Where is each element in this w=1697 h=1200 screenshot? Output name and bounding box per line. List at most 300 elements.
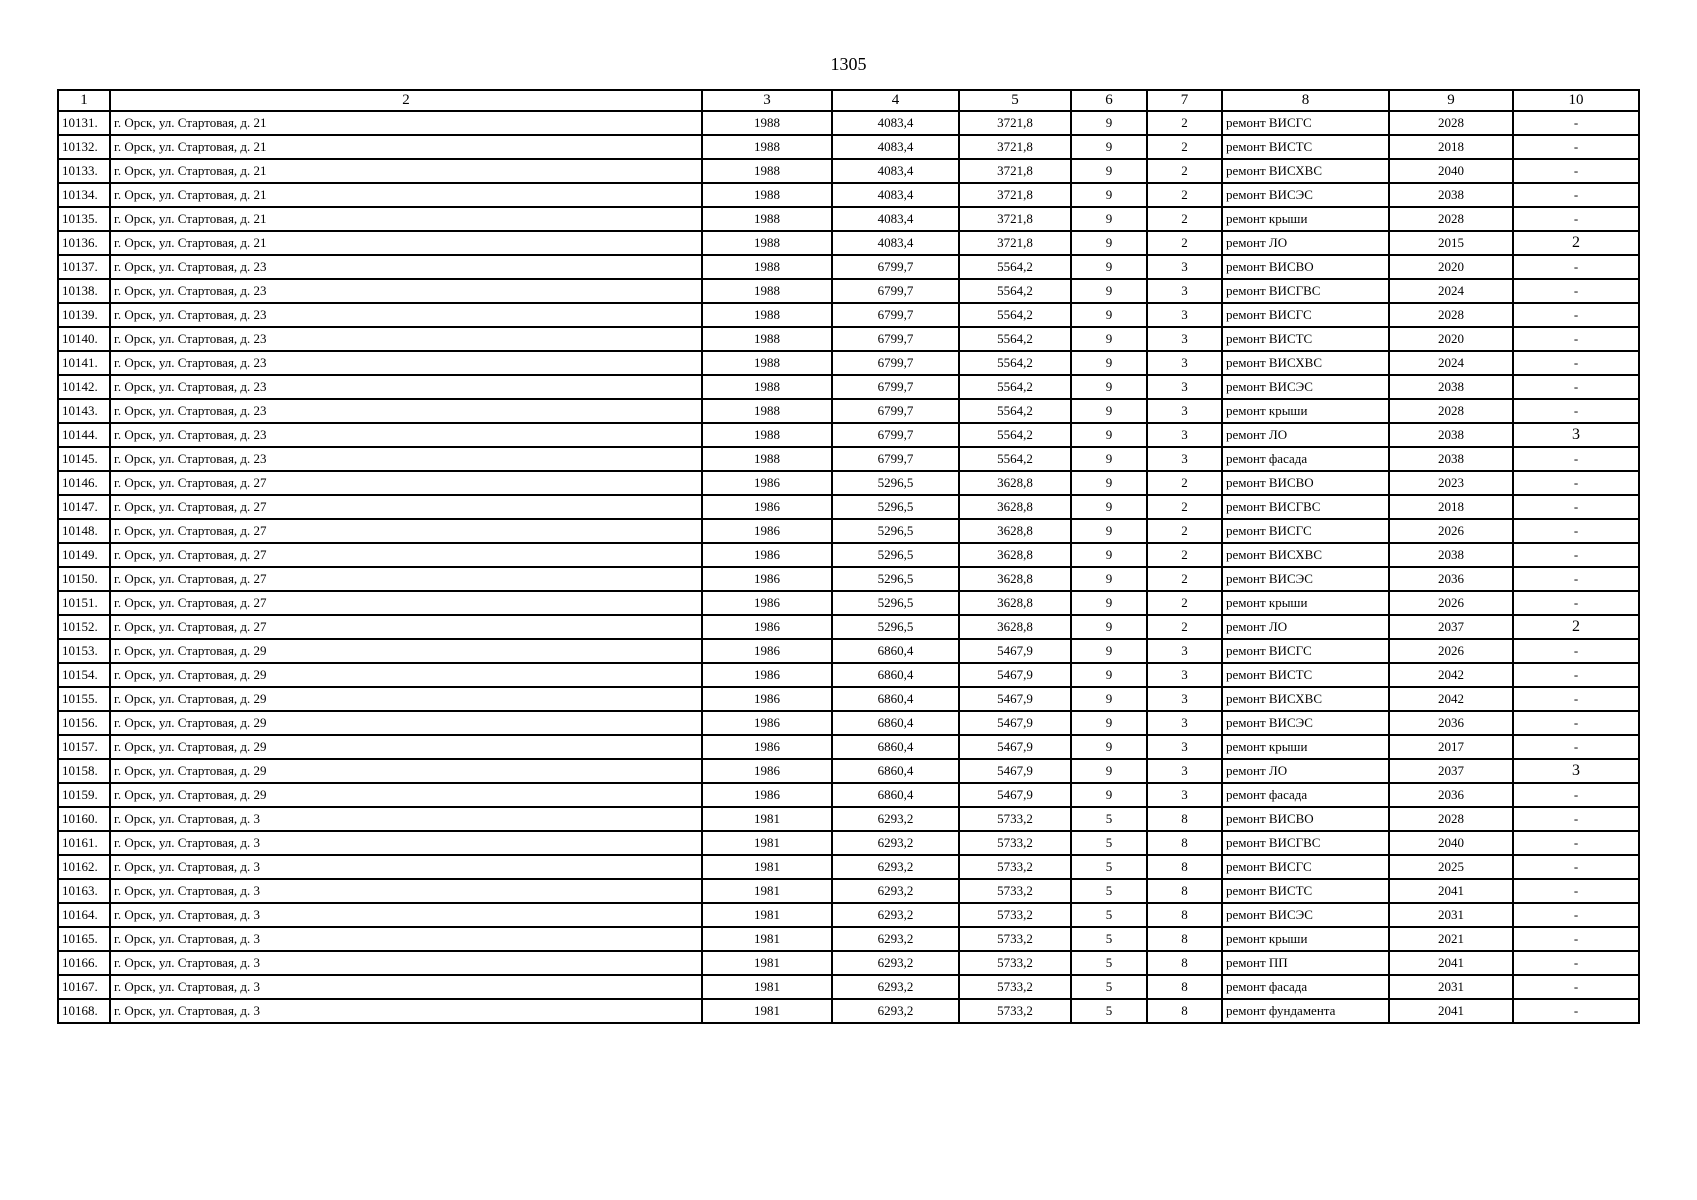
cell-planned-year: 2026 bbox=[1389, 591, 1513, 615]
cell-floors: 5 bbox=[1071, 903, 1147, 927]
cell-planned-year: 2018 bbox=[1389, 135, 1513, 159]
cell-planned-year: 2028 bbox=[1389, 111, 1513, 135]
cell-row-number: 10144. bbox=[58, 423, 110, 447]
cell-value: - bbox=[1513, 927, 1639, 951]
cell-living-area: 5467,9 bbox=[959, 639, 1071, 663]
cell-total-area: 6860,4 bbox=[832, 759, 959, 783]
cell-row-number: 10154. bbox=[58, 663, 110, 687]
cell-value: - bbox=[1513, 495, 1639, 519]
cell-total-area: 4083,4 bbox=[832, 159, 959, 183]
cell-work-type: ремонт ВИСХВС bbox=[1222, 687, 1389, 711]
column-header: 8 bbox=[1222, 90, 1389, 111]
cell-address: г. Орск, ул. Стартовая, д. 23 bbox=[110, 327, 702, 351]
cell-work-type: ремонт ВИСГВС bbox=[1222, 279, 1389, 303]
cell-work-type: ремонт ВИСГВС bbox=[1222, 495, 1389, 519]
cell-planned-year: 2028 bbox=[1389, 303, 1513, 327]
cell-build-year: 1988 bbox=[702, 351, 832, 375]
cell-entrances: 3 bbox=[1147, 639, 1222, 663]
cell-value: 3 bbox=[1513, 423, 1639, 447]
cell-row-number: 10167. bbox=[58, 975, 110, 999]
cell-row-number: 10159. bbox=[58, 783, 110, 807]
cell-floors: 9 bbox=[1071, 351, 1147, 375]
cell-total-area: 6799,7 bbox=[832, 423, 959, 447]
cell-build-year: 1986 bbox=[702, 519, 832, 543]
cell-value: - bbox=[1513, 399, 1639, 423]
cell-build-year: 1981 bbox=[702, 807, 832, 831]
cell-planned-year: 2041 bbox=[1389, 879, 1513, 903]
cell-floors: 9 bbox=[1071, 303, 1147, 327]
cell-value: - bbox=[1513, 351, 1639, 375]
cell-entrances: 8 bbox=[1147, 879, 1222, 903]
table-row bbox=[58, 951, 1639, 975]
cell-build-year: 1988 bbox=[702, 159, 832, 183]
cell-value: - bbox=[1513, 951, 1639, 975]
cell-value: - bbox=[1513, 159, 1639, 183]
cell-address: г. Орск, ул. Стартовая, д. 29 bbox=[110, 687, 702, 711]
cell-planned-year: 2025 bbox=[1389, 855, 1513, 879]
cell-address: г. Орск, ул. Стартовая, д. 23 bbox=[110, 303, 702, 327]
cell-entrances: 3 bbox=[1147, 423, 1222, 447]
cell-entrances: 2 bbox=[1147, 591, 1222, 615]
column-header: 4 bbox=[832, 90, 959, 111]
cell-living-area: 3628,8 bbox=[959, 567, 1071, 591]
cell-total-area: 6293,2 bbox=[832, 903, 959, 927]
cell-build-year: 1988 bbox=[702, 183, 832, 207]
cell-build-year: 1988 bbox=[702, 399, 832, 423]
cell-build-year: 1986 bbox=[702, 471, 832, 495]
cell-total-area: 5296,5 bbox=[832, 543, 959, 567]
cell-entrances: 8 bbox=[1147, 855, 1222, 879]
cell-floors: 9 bbox=[1071, 639, 1147, 663]
cell-address: г. Орск, ул. Стартовая, д. 23 bbox=[110, 447, 702, 471]
cell-address: г. Орск, ул. Стартовая, д. 3 bbox=[110, 975, 702, 999]
cell-row-number: 10168. bbox=[58, 999, 110, 1023]
cell-value: - bbox=[1513, 999, 1639, 1023]
cell-value: - bbox=[1513, 591, 1639, 615]
cell-value: - bbox=[1513, 783, 1639, 807]
cell-value: - bbox=[1513, 663, 1639, 687]
cell-entrances: 3 bbox=[1147, 327, 1222, 351]
table-row bbox=[58, 447, 1639, 471]
cell-entrances: 8 bbox=[1147, 831, 1222, 855]
cell-planned-year: 2017 bbox=[1389, 735, 1513, 759]
cell-living-area: 5467,9 bbox=[959, 735, 1071, 759]
cell-row-number: 10152. bbox=[58, 615, 110, 639]
cell-total-area: 6799,7 bbox=[832, 399, 959, 423]
cell-work-type: ремонт ВИСВО bbox=[1222, 255, 1389, 279]
cell-floors: 9 bbox=[1071, 231, 1147, 255]
cell-planned-year: 2021 bbox=[1389, 927, 1513, 951]
cell-address: г. Орск, ул. Стартовая, д. 3 bbox=[110, 951, 702, 975]
cell-value: - bbox=[1513, 855, 1639, 879]
cell-living-area: 3721,8 bbox=[959, 207, 1071, 231]
cell-total-area: 5296,5 bbox=[832, 567, 959, 591]
cell-entrances: 3 bbox=[1147, 375, 1222, 399]
cell-work-type: ремонт ВИСХВС bbox=[1222, 543, 1389, 567]
cell-living-area: 5467,9 bbox=[959, 783, 1071, 807]
cell-row-number: 10141. bbox=[58, 351, 110, 375]
cell-floors: 9 bbox=[1071, 159, 1147, 183]
table-row bbox=[58, 231, 1639, 255]
cell-living-area: 3628,8 bbox=[959, 471, 1071, 495]
column-header: 5 bbox=[959, 90, 1071, 111]
cell-address: г. Орск, ул. Стартовая, д. 21 bbox=[110, 183, 702, 207]
cell-address: г. Орск, ул. Стартовая, д. 29 bbox=[110, 663, 702, 687]
cell-address: г. Орск, ул. Стартовая, д. 21 bbox=[110, 111, 702, 135]
table-row bbox=[58, 183, 1639, 207]
cell-living-area: 3721,8 bbox=[959, 135, 1071, 159]
cell-value: - bbox=[1513, 903, 1639, 927]
cell-work-type: ремонт ВИСГВС bbox=[1222, 831, 1389, 855]
cell-entrances: 3 bbox=[1147, 735, 1222, 759]
table-row bbox=[58, 111, 1639, 135]
cell-floors: 9 bbox=[1071, 687, 1147, 711]
cell-living-area: 3628,8 bbox=[959, 495, 1071, 519]
cell-planned-year: 2020 bbox=[1389, 255, 1513, 279]
cell-row-number: 10157. bbox=[58, 735, 110, 759]
cell-address: г. Орск, ул. Стартовая, д. 27 bbox=[110, 567, 702, 591]
cell-address: г. Орск, ул. Стартовая, д. 29 bbox=[110, 759, 702, 783]
cell-row-number: 10150. bbox=[58, 567, 110, 591]
cell-work-type: ремонт крыши bbox=[1222, 735, 1389, 759]
cell-row-number: 10163. bbox=[58, 879, 110, 903]
cell-build-year: 1981 bbox=[702, 879, 832, 903]
cell-planned-year: 2018 bbox=[1389, 495, 1513, 519]
cell-value: - bbox=[1513, 975, 1639, 999]
cell-work-type: ремонт ВИСТС bbox=[1222, 135, 1389, 159]
cell-living-area: 5564,2 bbox=[959, 447, 1071, 471]
cell-floors: 5 bbox=[1071, 855, 1147, 879]
cell-row-number: 10134. bbox=[58, 183, 110, 207]
cell-address: г. Орск, ул. Стартовая, д. 23 bbox=[110, 423, 702, 447]
column-header: 3 bbox=[702, 90, 832, 111]
cell-value: - bbox=[1513, 639, 1639, 663]
cell-entrances: 8 bbox=[1147, 975, 1222, 999]
column-header: 6 bbox=[1071, 90, 1147, 111]
cell-entrances: 3 bbox=[1147, 663, 1222, 687]
cell-entrances: 2 bbox=[1147, 543, 1222, 567]
cell-planned-year: 2038 bbox=[1389, 447, 1513, 471]
cell-entrances: 2 bbox=[1147, 495, 1222, 519]
cell-address: г. Орск, ул. Стартовая, д. 3 bbox=[110, 927, 702, 951]
cell-planned-year: 2038 bbox=[1389, 423, 1513, 447]
table-row bbox=[58, 495, 1639, 519]
cell-living-area: 3721,8 bbox=[959, 159, 1071, 183]
cell-address: г. Орск, ул. Стартовая, д. 27 bbox=[110, 495, 702, 519]
cell-row-number: 10139. bbox=[58, 303, 110, 327]
cell-floors: 9 bbox=[1071, 255, 1147, 279]
cell-build-year: 1988 bbox=[702, 135, 832, 159]
cell-total-area: 6860,4 bbox=[832, 639, 959, 663]
cell-floors: 5 bbox=[1071, 927, 1147, 951]
cell-floors: 9 bbox=[1071, 471, 1147, 495]
cell-value: - bbox=[1513, 831, 1639, 855]
cell-row-number: 10166. bbox=[58, 951, 110, 975]
table-row bbox=[58, 567, 1639, 591]
column-header: 9 bbox=[1389, 90, 1513, 111]
table-row bbox=[58, 807, 1639, 831]
cell-living-area: 5564,2 bbox=[959, 255, 1071, 279]
cell-row-number: 10165. bbox=[58, 927, 110, 951]
cell-floors: 9 bbox=[1071, 543, 1147, 567]
cell-total-area: 5296,5 bbox=[832, 591, 959, 615]
cell-planned-year: 2037 bbox=[1389, 759, 1513, 783]
cell-living-area: 5733,2 bbox=[959, 831, 1071, 855]
cell-value: 3 bbox=[1513, 759, 1639, 783]
table-row bbox=[58, 903, 1639, 927]
cell-entrances: 2 bbox=[1147, 567, 1222, 591]
cell-living-area: 3628,8 bbox=[959, 543, 1071, 567]
table-row bbox=[58, 351, 1639, 375]
cell-planned-year: 2040 bbox=[1389, 831, 1513, 855]
cell-floors: 9 bbox=[1071, 567, 1147, 591]
cell-build-year: 1986 bbox=[702, 639, 832, 663]
column-header: 2 bbox=[110, 90, 702, 111]
cell-entrances: 3 bbox=[1147, 255, 1222, 279]
cell-living-area: 5733,2 bbox=[959, 951, 1071, 975]
cell-value: - bbox=[1513, 471, 1639, 495]
cell-entrances: 3 bbox=[1147, 711, 1222, 735]
cell-floors: 9 bbox=[1071, 615, 1147, 639]
cell-entrances: 3 bbox=[1147, 279, 1222, 303]
cell-living-area: 5564,2 bbox=[959, 327, 1071, 351]
cell-row-number: 10153. bbox=[58, 639, 110, 663]
cell-address: г. Орск, ул. Стартовая, д. 21 bbox=[110, 231, 702, 255]
cell-value: - bbox=[1513, 303, 1639, 327]
table-row bbox=[58, 783, 1639, 807]
cell-value: - bbox=[1513, 735, 1639, 759]
cell-total-area: 6293,2 bbox=[832, 927, 959, 951]
cell-value: 2 bbox=[1513, 231, 1639, 255]
cell-planned-year: 2038 bbox=[1389, 375, 1513, 399]
table-row bbox=[58, 879, 1639, 903]
cell-work-type: ремонт ВИСГС bbox=[1222, 303, 1389, 327]
table-row bbox=[58, 279, 1639, 303]
cell-floors: 5 bbox=[1071, 999, 1147, 1023]
cell-work-type: ремонт ВИСГС bbox=[1222, 855, 1389, 879]
cell-living-area: 5733,2 bbox=[959, 879, 1071, 903]
cell-planned-year: 2031 bbox=[1389, 903, 1513, 927]
cell-entrances: 8 bbox=[1147, 807, 1222, 831]
cell-total-area: 6799,7 bbox=[832, 303, 959, 327]
cell-value: - bbox=[1513, 279, 1639, 303]
cell-living-area: 5564,2 bbox=[959, 423, 1071, 447]
cell-row-number: 10146. bbox=[58, 471, 110, 495]
cell-row-number: 10164. bbox=[58, 903, 110, 927]
cell-address: г. Орск, ул. Стартовая, д. 21 bbox=[110, 135, 702, 159]
cell-total-area: 6293,2 bbox=[832, 999, 959, 1023]
cell-work-type: ремонт фундамента bbox=[1222, 999, 1389, 1023]
cell-planned-year: 2038 bbox=[1389, 543, 1513, 567]
data-table bbox=[57, 89, 1640, 1024]
table-row bbox=[58, 519, 1639, 543]
cell-build-year: 1988 bbox=[702, 375, 832, 399]
cell-address: г. Орск, ул. Стартовая, д. 21 bbox=[110, 159, 702, 183]
cell-floors: 5 bbox=[1071, 975, 1147, 999]
cell-floors: 9 bbox=[1071, 495, 1147, 519]
table-row bbox=[58, 711, 1639, 735]
cell-build-year: 1981 bbox=[702, 927, 832, 951]
cell-row-number: 10140. bbox=[58, 327, 110, 351]
cell-value: - bbox=[1513, 447, 1639, 471]
table-row bbox=[58, 831, 1639, 855]
page-number: 1305 bbox=[830, 54, 867, 74]
cell-planned-year: 2028 bbox=[1389, 207, 1513, 231]
cell-planned-year: 2042 bbox=[1389, 687, 1513, 711]
cell-total-area: 5296,5 bbox=[832, 519, 959, 543]
cell-total-area: 6799,7 bbox=[832, 279, 959, 303]
cell-entrances: 8 bbox=[1147, 951, 1222, 975]
cell-build-year: 1986 bbox=[702, 759, 832, 783]
cell-address: г. Орск, ул. Стартовая, д. 23 bbox=[110, 279, 702, 303]
cell-living-area: 5733,2 bbox=[959, 927, 1071, 951]
cell-floors: 9 bbox=[1071, 663, 1147, 687]
cell-row-number: 10161. bbox=[58, 831, 110, 855]
cell-value: 2 bbox=[1513, 615, 1639, 639]
cell-floors: 9 bbox=[1071, 735, 1147, 759]
cell-build-year: 1981 bbox=[702, 831, 832, 855]
cell-work-type: ремонт ВИСЭС bbox=[1222, 903, 1389, 927]
cell-floors: 9 bbox=[1071, 423, 1147, 447]
cell-entrances: 3 bbox=[1147, 399, 1222, 423]
cell-living-area: 5733,2 bbox=[959, 903, 1071, 927]
cell-work-type: ремонт фасада bbox=[1222, 975, 1389, 999]
cell-address: г. Орск, ул. Стартовая, д. 23 bbox=[110, 399, 702, 423]
cell-build-year: 1986 bbox=[702, 591, 832, 615]
cell-floors: 9 bbox=[1071, 183, 1147, 207]
cell-entrances: 2 bbox=[1147, 183, 1222, 207]
cell-living-area: 5733,2 bbox=[959, 999, 1071, 1023]
column-header: 1 bbox=[58, 90, 110, 111]
cell-floors: 9 bbox=[1071, 327, 1147, 351]
cell-total-area: 6860,4 bbox=[832, 783, 959, 807]
cell-floors: 9 bbox=[1071, 207, 1147, 231]
cell-row-number: 10155. bbox=[58, 687, 110, 711]
cell-floors: 5 bbox=[1071, 807, 1147, 831]
cell-work-type: ремонт крыши bbox=[1222, 399, 1389, 423]
cell-value: - bbox=[1513, 207, 1639, 231]
cell-work-type: ремонт ВИСТС bbox=[1222, 879, 1389, 903]
table-body bbox=[58, 111, 1639, 1023]
cell-work-type: ремонт ВИСВО bbox=[1222, 807, 1389, 831]
cell-floors: 9 bbox=[1071, 135, 1147, 159]
cell-build-year: 1988 bbox=[702, 255, 832, 279]
cell-row-number: 10151. bbox=[58, 591, 110, 615]
cell-value: - bbox=[1513, 375, 1639, 399]
cell-floors: 5 bbox=[1071, 951, 1147, 975]
cell-address: г. Орск, ул. Стартовая, д. 23 bbox=[110, 351, 702, 375]
cell-total-area: 6860,4 bbox=[832, 687, 959, 711]
cell-planned-year: 2020 bbox=[1389, 327, 1513, 351]
cell-row-number: 10160. bbox=[58, 807, 110, 831]
cell-value: - bbox=[1513, 807, 1639, 831]
cell-row-number: 10132. bbox=[58, 135, 110, 159]
cell-row-number: 10148. bbox=[58, 519, 110, 543]
cell-row-number: 10131. bbox=[58, 111, 110, 135]
cell-address: г. Орск, ул. Стартовая, д. 27 bbox=[110, 519, 702, 543]
cell-floors: 9 bbox=[1071, 783, 1147, 807]
cell-living-area: 5564,2 bbox=[959, 303, 1071, 327]
cell-row-number: 10142. bbox=[58, 375, 110, 399]
cell-living-area: 5467,9 bbox=[959, 663, 1071, 687]
cell-entrances: 2 bbox=[1147, 519, 1222, 543]
cell-build-year: 1986 bbox=[702, 495, 832, 519]
cell-living-area: 5733,2 bbox=[959, 807, 1071, 831]
cell-build-year: 1981 bbox=[702, 951, 832, 975]
cell-planned-year: 2040 bbox=[1389, 159, 1513, 183]
cell-address: г. Орск, ул. Стартовая, д. 21 bbox=[110, 207, 702, 231]
cell-value: - bbox=[1513, 111, 1639, 135]
table-row bbox=[58, 543, 1639, 567]
table-row bbox=[58, 999, 1639, 1023]
table-row bbox=[58, 975, 1639, 999]
cell-floors: 9 bbox=[1071, 279, 1147, 303]
cell-work-type: ремонт ВИСЭС bbox=[1222, 567, 1389, 591]
cell-build-year: 1986 bbox=[702, 711, 832, 735]
cell-build-year: 1986 bbox=[702, 735, 832, 759]
cell-work-type: ремонт ВИСЭС bbox=[1222, 711, 1389, 735]
table-row bbox=[58, 591, 1639, 615]
table-row bbox=[58, 615, 1639, 639]
table-row bbox=[58, 375, 1639, 399]
table-row bbox=[58, 855, 1639, 879]
cell-row-number: 10158. bbox=[58, 759, 110, 783]
cell-total-area: 5296,5 bbox=[832, 471, 959, 495]
cell-address: г. Орск, ул. Стартовая, д. 3 bbox=[110, 831, 702, 855]
cell-value: - bbox=[1513, 711, 1639, 735]
cell-total-area: 6860,4 bbox=[832, 735, 959, 759]
cell-planned-year: 2026 bbox=[1389, 519, 1513, 543]
cell-build-year: 1986 bbox=[702, 543, 832, 567]
cell-work-type: ремонт фасада bbox=[1222, 447, 1389, 471]
cell-planned-year: 2024 bbox=[1389, 351, 1513, 375]
cell-total-area: 6799,7 bbox=[832, 327, 959, 351]
cell-entrances: 8 bbox=[1147, 999, 1222, 1023]
table-row bbox=[58, 663, 1639, 687]
cell-planned-year: 2028 bbox=[1389, 399, 1513, 423]
cell-address: г. Орск, ул. Стартовая, д. 3 bbox=[110, 855, 702, 879]
table-row bbox=[58, 255, 1639, 279]
cell-entrances: 2 bbox=[1147, 135, 1222, 159]
cell-total-area: 6860,4 bbox=[832, 711, 959, 735]
cell-total-area: 4083,4 bbox=[832, 135, 959, 159]
cell-entrances: 8 bbox=[1147, 903, 1222, 927]
column-header: 7 bbox=[1147, 90, 1222, 111]
cell-planned-year: 2036 bbox=[1389, 567, 1513, 591]
cell-work-type: ремонт ВИСВО bbox=[1222, 471, 1389, 495]
cell-address: г. Орск, ул. Стартовая, д. 23 bbox=[110, 375, 702, 399]
cell-living-area: 3721,8 bbox=[959, 111, 1071, 135]
cell-total-area: 4083,4 bbox=[832, 231, 959, 255]
cell-living-area: 5733,2 bbox=[959, 975, 1071, 999]
cell-build-year: 1986 bbox=[702, 783, 832, 807]
cell-row-number: 10135. bbox=[58, 207, 110, 231]
cell-planned-year: 2041 bbox=[1389, 999, 1513, 1023]
cell-planned-year: 2041 bbox=[1389, 951, 1513, 975]
cell-living-area: 5564,2 bbox=[959, 279, 1071, 303]
cell-address: г. Орск, ул. Стартовая, д. 27 bbox=[110, 615, 702, 639]
cell-living-area: 5467,9 bbox=[959, 759, 1071, 783]
cell-entrances: 2 bbox=[1147, 111, 1222, 135]
cell-planned-year: 2024 bbox=[1389, 279, 1513, 303]
cell-build-year: 1986 bbox=[702, 567, 832, 591]
cell-work-type: ремонт ПП bbox=[1222, 951, 1389, 975]
cell-entrances: 3 bbox=[1147, 687, 1222, 711]
cell-work-type: ремонт ВИСТС bbox=[1222, 663, 1389, 687]
cell-build-year: 1988 bbox=[702, 279, 832, 303]
cell-work-type: ремонт ВИСГС bbox=[1222, 519, 1389, 543]
cell-address: г. Орск, ул. Стартовая, д. 29 bbox=[110, 783, 702, 807]
